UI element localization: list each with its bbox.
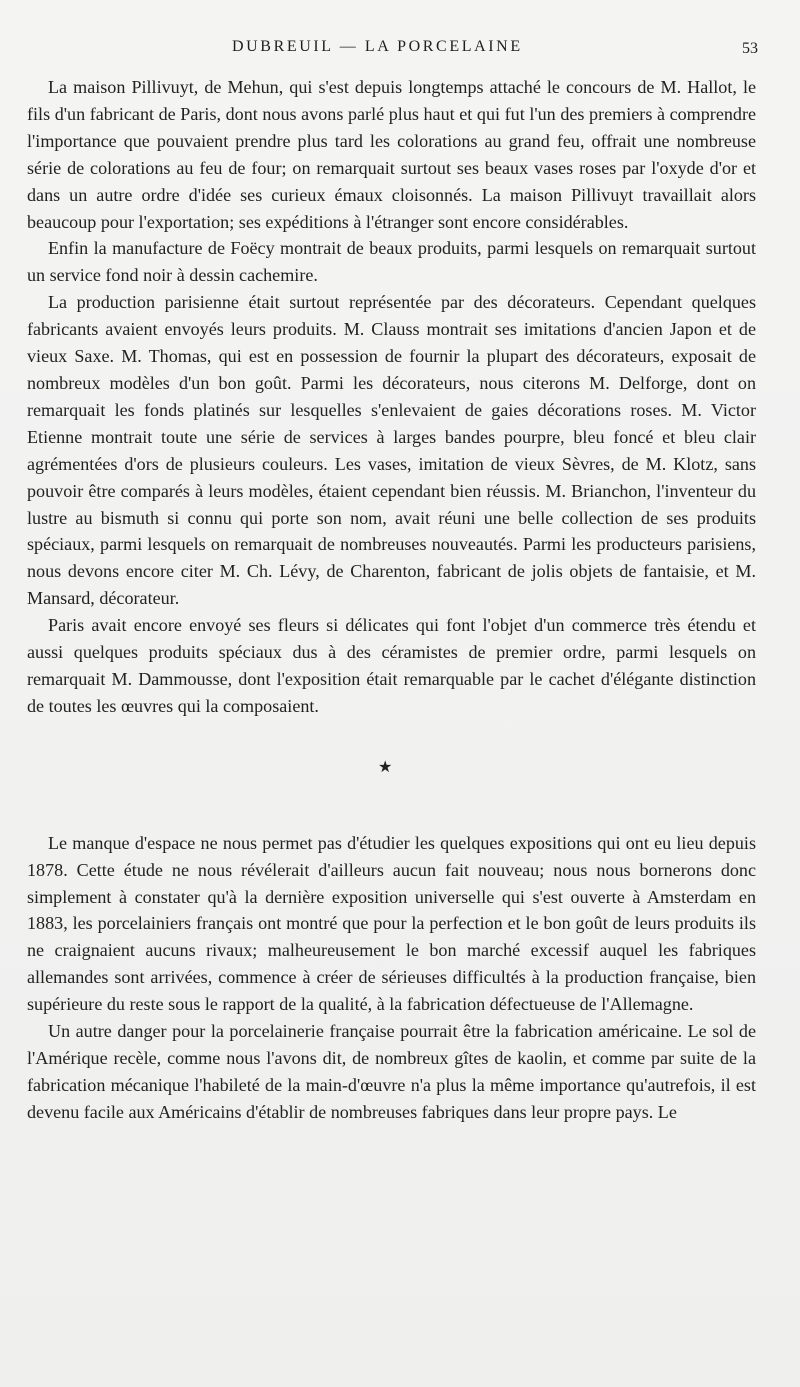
paragraph-americaine: Un autre danger pour la porcelainerie française pourrait être la fabrication américaine. Le sol de l'Amérique recèle, comme nous l'avons dit, de nombreux gîtes de kaolin, et comme par suite de la fabrication mécanique l'habileté de la main-d'œuvre n'a plus la même importance qu'autrefois, il est devenu facile aux Américains d'établir de nombreuses fabriques dans leur propre pays. Le (27, 1021, 756, 1122)
paragraph-paris-fleurs: Paris avait encore envoyé ses fleurs si délicates qui font l'objet d'un commerce très étendu et aussi quelques produits spéciaux dus à des céramistes de premier ordre, parmi lesquels on remarquait M. Dammousse, dont l'exposition était remarquable par le cachet d'élégante distinction de toutes les œuvres qui la composaient. (27, 615, 756, 716)
paragraph-paris-production: La production parisienne était surtout représentée par des décorateurs. Cependant quelques fabricants avaient envoyés leurs produits. M. Clauss montrait ses imitations d'ancien Japon et de vieux Saxe. M. Thomas, qui est en possession de fournir la plupart des décorateurs, exposait de nombreux modèles d'un bon goût. Parmi les décorateurs, nous citerons M. Delforge, dont on remarquait les fonds platinés sur lesquelles s'enlevaient de gaies décorations roses. M. Victor Etienne montrait toute une série de services à larges bandes pourpre, bleu foncé et bleu clair agrémentées d'ors de plusieurs couleurs. Les vases, imitation de vieux Sèvres, de M. Klotz, sans pouvoir être comparés à leurs modèles, étaient cependant bien réussis. M. Brianchon, l'inventeur du lustre au bismuth si connu qui porte son nom, avait réuni une belle collection de ses produits spéciaux, parmi lesquels on remarquait de nombreuses nouveautés. Parmi les producteurs parisiens, nous devons encore citer M. Ch. Lévy, de Charenton, fabricant de jolis objets de fantaisie, et M. Mansard, décorateur. (27, 292, 756, 609)
paragraph-amsterdam: Le manque d'espace ne nous permet pas d'étudier les quelques expositions qui ont eu lieu depuis 1878. Cette étude ne nous révélerait d'ailleurs aucun fait nouveau; nous nous bornerons donc simplement à constater qu'à la dernière exposition universelle qui s'est ouverte à Amsterdam en 1883, les porcelainiers français ont montré que pour la perfection et le bon goût de leurs produits ils ne craignaient aucuns rivaux; malheureusement le bon marché excessif auquel les fabriques allemandes sont arrivées, commence à créer de sérieuses difficultés à la production française, bien supérieure du reste sous le rapport de la qualité, à la fabrication défectueuse de l'Allemagne. (27, 832, 756, 1015)
page-body (27, 74, 756, 1126)
star-icon: ★ (378, 756, 393, 776)
page-header (0, 38, 800, 68)
running-title: DUBREUIL — LA PORCELAINE (232, 38, 523, 55)
page-number: 53 (742, 40, 758, 57)
section-separator (27, 720, 756, 830)
paragraph-foecy: Enfin la manufacture de Foëcy montrait de beaux produits, parmi lesquels on remarquait surtout un service fond noir à dessin cachemire. (27, 238, 756, 286)
paragraph-pillivuyt: La maison Pillivuyt, de Mehun, qui s'est depuis longtemps attaché le concours de M. Hallot, le fils d'un fabricant de Paris, dont nous avons parlé plus haut et qui fut l'un des premiers à comprendre l'importance que pouvaient prendre plus tard les colorations au grand feu, offrait une nombreuse série de colorations au feu de four; on remarquait surtout ses beaux vases roses par l'oxyde d'or et dans un autre ordre d'idée ses curieux émaux cloisonnés. La maison Pillivuyt travaillait alors beaucoup pour l'exportation; ses expéditions à l'étranger sont encore considérables. (27, 77, 756, 232)
section-expositions (27, 830, 756, 1126)
